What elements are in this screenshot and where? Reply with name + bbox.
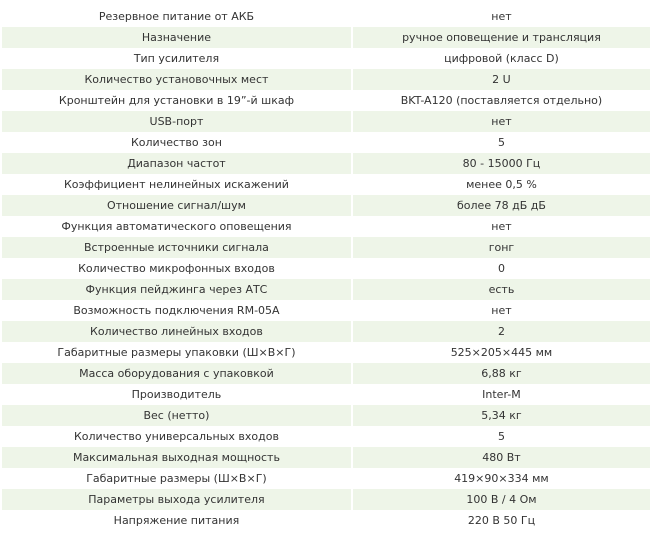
- spec-label: Назначение: [2, 27, 353, 48]
- spec-value: 80 - 15000 Гц: [353, 153, 650, 174]
- spec-value: 2: [353, 321, 650, 342]
- specifications-table-body: [2, 6, 650, 531]
- spec-row: [2, 27, 650, 48]
- spec-label: Количество зон: [2, 132, 353, 153]
- spec-label: Параметры выхода усилителя: [2, 489, 353, 510]
- spec-label: Максимальная выходная мощность: [2, 447, 353, 468]
- spec-label: Отношение сигнал/шум: [2, 195, 353, 216]
- spec-label: Количество микрофонных входов: [2, 258, 353, 279]
- spec-row: [2, 342, 650, 363]
- spec-label: Резервное питание от АКБ: [2, 6, 353, 27]
- spec-row: [2, 510, 650, 531]
- spec-row: [2, 111, 650, 132]
- spec-value: 220 В 50 Гц: [353, 510, 650, 531]
- spec-row: [2, 132, 650, 153]
- spec-value: гонг: [353, 237, 650, 258]
- spec-row: [2, 48, 650, 69]
- spec-row: [2, 174, 650, 195]
- spec-row: [2, 384, 650, 405]
- spec-row: [2, 321, 650, 342]
- spec-value: более 78 дБ дБ: [353, 195, 650, 216]
- spec-row: [2, 195, 650, 216]
- spec-value: 5: [353, 132, 650, 153]
- spec-value: нет: [353, 111, 650, 132]
- spec-row: [2, 489, 650, 510]
- specifications-table: [2, 6, 650, 531]
- spec-value: цифровой (класс D): [353, 48, 650, 69]
- spec-label: Габаритные размеры (Ш×В×Г): [2, 468, 353, 489]
- spec-label: Напряжение питания: [2, 510, 353, 531]
- spec-value: BKT-A120 (поставляется отдельно): [353, 90, 650, 111]
- spec-value: 5: [353, 426, 650, 447]
- spec-value: 525×205×445 мм: [353, 342, 650, 363]
- spec-label: Количество установочных мест: [2, 69, 353, 90]
- spec-value: 6,88 кг: [353, 363, 650, 384]
- spec-row: [2, 153, 650, 174]
- spec-row: [2, 258, 650, 279]
- spec-label: Встроенные источники сигнала: [2, 237, 353, 258]
- spec-row: [2, 300, 650, 321]
- spec-label: Габаритные размеры упаковки (Ш×В×Г): [2, 342, 353, 363]
- spec-value: 100 В / 4 Ом: [353, 489, 650, 510]
- spec-label: Количество универсальных входов: [2, 426, 353, 447]
- spec-label: Возможность подключения RM-05A: [2, 300, 353, 321]
- spec-row: [2, 6, 650, 27]
- spec-label: Производитель: [2, 384, 353, 405]
- spec-row: [2, 405, 650, 426]
- spec-label: Масса оборудования с упаковкой: [2, 363, 353, 384]
- spec-row: [2, 426, 650, 447]
- spec-value: нет: [353, 6, 650, 27]
- spec-label: Кронштейн для установки в 19”-й шкаф: [2, 90, 353, 111]
- spec-row: [2, 279, 650, 300]
- spec-row: [2, 447, 650, 468]
- spec-value: Inter-M: [353, 384, 650, 405]
- spec-row: [2, 216, 650, 237]
- spec-value: менее 0,5 %: [353, 174, 650, 195]
- spec-value: 419×90×334 мм: [353, 468, 650, 489]
- spec-value: есть: [353, 279, 650, 300]
- spec-row: [2, 69, 650, 90]
- spec-label: Функция пейджинга через АТС: [2, 279, 353, 300]
- spec-row: [2, 90, 650, 111]
- spec-label: Диапазон частот: [2, 153, 353, 174]
- spec-label: Функция автоматического оповещения: [2, 216, 353, 237]
- spec-value: 5,34 кг: [353, 405, 650, 426]
- spec-value: нет: [353, 300, 650, 321]
- spec-label: Вес (нетто): [2, 405, 353, 426]
- spec-value: ручное оповещение и трансляция: [353, 27, 650, 48]
- spec-row: [2, 468, 650, 489]
- spec-row: [2, 237, 650, 258]
- spec-label: Тип усилителя: [2, 48, 353, 69]
- spec-value: 0: [353, 258, 650, 279]
- spec-value: 480 Вт: [353, 447, 650, 468]
- spec-label: Коэффициент нелинейных искажений: [2, 174, 353, 195]
- spec-value: нет: [353, 216, 650, 237]
- spec-row: [2, 363, 650, 384]
- spec-label: Количество линейных входов: [2, 321, 353, 342]
- spec-label: USB-порт: [2, 111, 353, 132]
- spec-value: 2 U: [353, 69, 650, 90]
